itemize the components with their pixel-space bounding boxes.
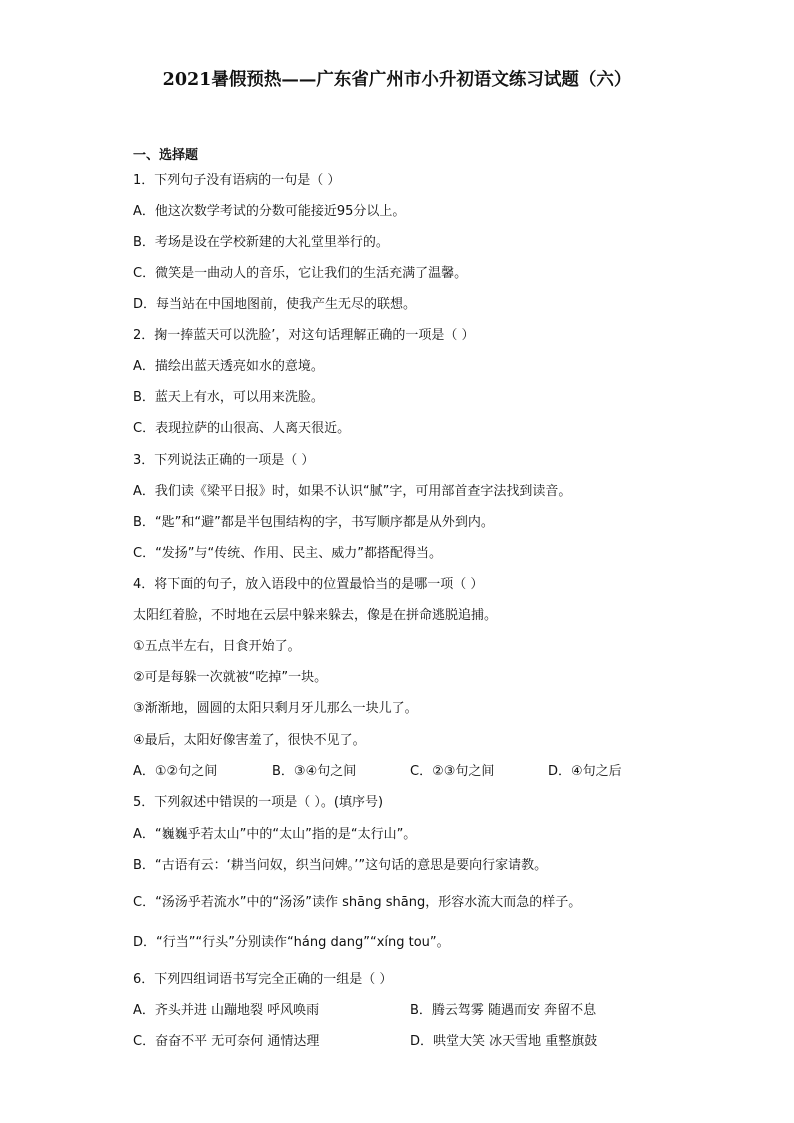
question-6-option-b: B．腾云驾雾 随遇而安 奔留不息 (410, 1003, 597, 1018)
document-title: 2021暑假预热——广东省广州市小升初语文练习试题（六） (162, 70, 632, 90)
question-3-option-c: C．“发扬”与“传统、作用、民主、威力”都搭配得当。 (133, 546, 443, 561)
question-1-option-b: B．考场是设在学校新建的大礼堂里举行的。 (133, 235, 389, 250)
question-2-option-a: A．描绘出蓝天透亮如水的意境。 (133, 359, 324, 374)
question-4-option-a: A．①②句之间 (133, 764, 218, 779)
section-heading: 一、选择题 (133, 148, 199, 163)
question-6-option-d: D．哄堂大笑 冰天雪地 重整旗鼓 (410, 1034, 598, 1049)
question-6-option-a: A．齐头并进 山蹦地裂 呼风唤雨 (133, 1003, 320, 1018)
question-2-option-c: C．表现拉萨的山很高、人离天很近。 (133, 421, 351, 436)
question-4-option-c: C．②③句之间 (410, 764, 495, 779)
question-4-passage-2: ②可是每躲一次就被“吃掉”一块。 (133, 670, 328, 685)
question-4-stem: 4．将下面的句子，放入语段中的位置最恰当的是哪一项（ ） (133, 577, 484, 592)
question-1-option-c: C．微笑是一曲动人的音乐，它让我们的生活充满了温馨。 (133, 266, 468, 281)
question-2-option-b: B．蓝天上有水，可以用来洗脸。 (133, 390, 324, 405)
question-1-option-a: A．他这次数学考试的分数可能接近95分以上。 (133, 204, 406, 219)
question-5-option-d: D．“行当”“行头”分别读作“háng dang”“xíng tou”。 (133, 935, 450, 950)
question-5-option-a: A．“巍巍乎若太山”中的“太山”指的是“太行山”。 (133, 827, 417, 842)
question-3-option-b: B．“匙”和“避”都是半包围结构的字，书写顺序都是从外到内。 (133, 515, 494, 530)
question-4-option-b: B．③④句之间 (272, 764, 357, 779)
question-4-option-d: D．④句之后 (548, 764, 622, 779)
question-5-option-b: B．“古语有云：‘耕当问奴，织当问婢。’”这句话的意思是要向行家请教。 (133, 858, 548, 873)
question-5-option-c: C．“汤汤乎若流水”中的“汤汤”读作 shāng shāng，形容水流大而急的样子。 (133, 895, 582, 910)
question-4-passage-3: ③渐渐地，圆圆的太阳只剩月牙儿那么一块儿了。 (133, 701, 418, 716)
question-1-stem: 1．下列句子没有语病的一句是（ ） (133, 173, 341, 188)
question-2-stem: 2．掬一捧蓝天可以洗脸’，对这句话理解正确的一项是（ ） (133, 328, 475, 343)
question-6-stem: 6．下列四组词语书写完全正确的一组是（ ） (133, 972, 393, 987)
question-1-option-d: D．每当站在中国地图前，使我产生无尽的联想。 (133, 297, 417, 312)
question-4-sentence: 太阳红着脸，不时地在云层中躲来躲去，像是在拼命逃脱追捕。 (133, 608, 498, 623)
question-6-option-c: C．奋奋不平 无可奈何 通情达理 (133, 1034, 320, 1049)
question-4-passage-4: ④最后，太阳好像害羞了，很快不见了。 (133, 733, 366, 748)
question-5-stem: 5．下列叙述中错误的一项是（ ）。(填序号) (133, 795, 384, 810)
question-3-option-a: A．我们读《梁平日报》时，如果不认识“腻”字，可用部首查字法找到读音。 (133, 484, 572, 499)
question-4-passage-1: ①五点半左右，日食开始了。 (133, 639, 301, 654)
question-3-stem: 3．下列说法正确的一项是（ ） (133, 453, 315, 468)
